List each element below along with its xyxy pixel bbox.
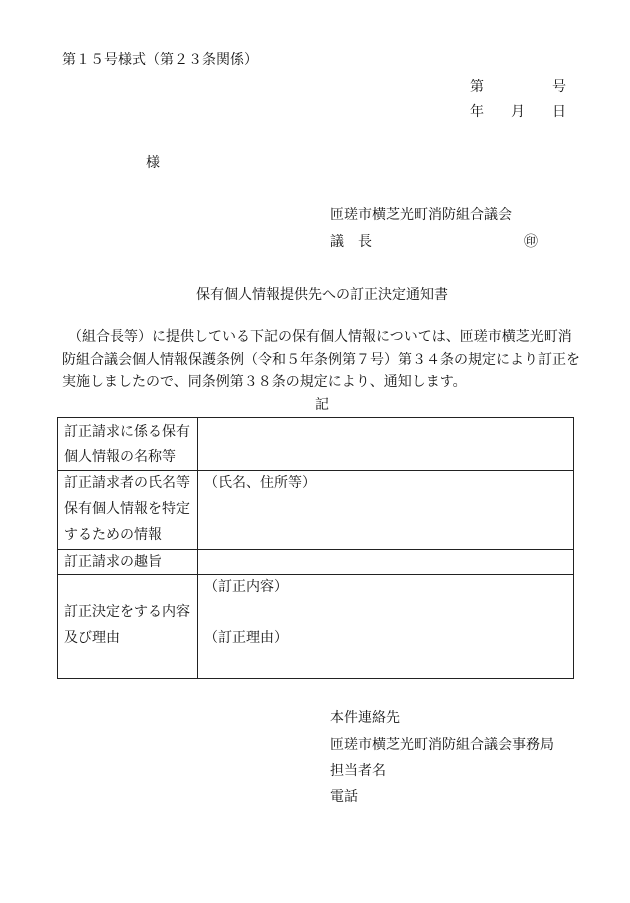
- document-number-prefix: 第: [470, 79, 484, 95]
- table-row-item-name: [58, 418, 573, 470]
- date-day-label: 日: [552, 104, 566, 120]
- label-line: 訂正請求の趣旨: [64, 554, 162, 570]
- table-row-request-purpose: [58, 549, 573, 574]
- value-line: （氏名、住所等）: [204, 475, 316, 491]
- label-line: 訂正請求に係る保有: [64, 424, 190, 440]
- label-line: 及び理由: [64, 630, 120, 646]
- contact-heading: 本件連絡先: [330, 710, 400, 726]
- contact-person-label: 担当者名: [330, 763, 386, 779]
- table-value-cell: [198, 471, 573, 549]
- body-text-line: 実施しましたので、同条例第３８条の規定により、通知します。: [62, 374, 467, 390]
- table-row-decision: [58, 574, 573, 678]
- table-row-requester: [58, 470, 573, 549]
- sender-organization: 匝瑳市横芝光町消防組合議会: [330, 207, 512, 223]
- label-line: 個人情報の名称等: [64, 449, 176, 465]
- addressee-honorific: 様: [146, 155, 160, 171]
- value-line: （訂正理由）: [204, 630, 288, 646]
- label-line: 訂正決定をする内容: [64, 604, 190, 620]
- table-value-cell: [198, 418, 573, 470]
- sender-title: 議 長: [330, 234, 372, 250]
- table-value-cell: [198, 575, 573, 678]
- table-label-cell: [58, 550, 198, 574]
- date-month-label: 月: [511, 104, 525, 120]
- document-number-suffix: 号: [552, 79, 566, 95]
- table-value-cell: [198, 550, 573, 574]
- table-label-cell: [58, 471, 198, 549]
- label-line: 保有個人情報を特定: [64, 501, 190, 517]
- value-line: （訂正内容）: [204, 579, 288, 595]
- body-text-line: （組合長等）に提供している下記の保有個人情報については、匝瑳市横芝光町消: [68, 329, 572, 345]
- ki-heading: 記: [315, 397, 329, 413]
- contact-phone-label: 電話: [330, 789, 358, 805]
- details-table: [57, 417, 574, 679]
- table-label-cell: [58, 418, 198, 470]
- label-line: するための情報: [64, 527, 162, 543]
- form-number: 第１５号様式（第２３条関係）: [62, 52, 258, 68]
- table-label-cell: [58, 575, 198, 678]
- contact-office: 匝瑳市横芝光町消防組合議会事務局: [330, 737, 554, 753]
- body-text-line: 防組合議会個人情報保護条例（令和５年条例第７号）第３４条の規定により訂正を: [62, 352, 580, 368]
- date-year-label: 年: [470, 104, 484, 120]
- label-line: 訂正請求者の氏名等: [64, 475, 190, 491]
- seal-mark: ㊞: [524, 234, 538, 250]
- document-title: 保有個人情報提供先への訂正決定通知書: [196, 287, 448, 303]
